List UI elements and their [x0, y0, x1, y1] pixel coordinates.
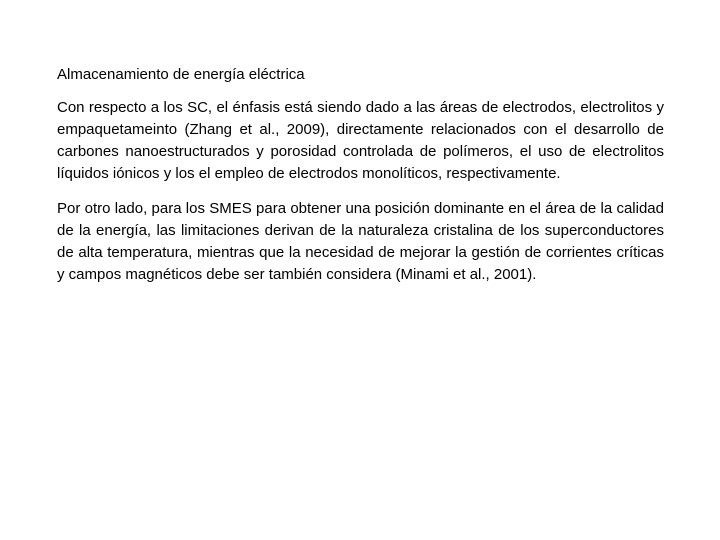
paragraph-supercapacitors: Con respecto a los SC, el énfasis está siendo dado a las áreas de electrodos, electrolitos y empaquetameinto (Zhang et al., 2009), directamente relacionados con el desarrollo de carbones nanoestructurados y porosidad controlada de polímeros, el uso de electrolitos líquidos iónicos y los el empleo de electrodos monolíticos, respectivamente.: [57, 99, 664, 182]
section-heading: Almacenamiento de energía eléctrica: [57, 66, 305, 83]
document-body: [57, 64, 664, 299]
paragraph-smes: Por otro lado, para los SMES para obtener una posición dominante en el área de la calidad de la energía, las limitaciones derivan de la naturaleza cristalina de los superconductores de alta temperatura, mientras que la necesidad de mejorar la gestión de corrientes críticas y campos magnéticos debe ser también considera (Minami et al., 2001).: [57, 200, 664, 283]
